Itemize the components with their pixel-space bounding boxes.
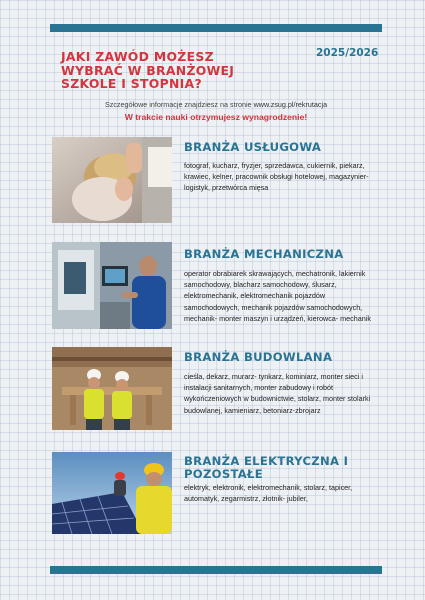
hairdresser-photo [52,137,172,223]
machine-operator-photo [52,242,172,329]
construction-workers-photo [52,347,172,430]
info-line [50,100,382,109]
branch-title-mechanical: BRANŻA MECHANICZNA [184,247,344,261]
branch-professions-services: fotograf, kucharz, fryzjer, sprzedawca, cukiernik, piekarz, krawiec, kelner, pracownik obsługi hotelowej, magazynier- logistyk, przetwórca mięsa [184,161,369,193]
bottom-decorative-bar [50,566,382,574]
branch-title-services: BRANŻA USŁUGOWA [184,140,322,154]
page-headline [61,50,301,91]
branch-professions-construction: cieśla, dekarz, murarz- tynkarz, kominiarz, monter sieci i instalacji sanitarnych, monter zabudowy i robót wykończeniowych w budownictwie, stolarz, monter stolarki budowlanej, kamieniarz, betoniarz-zbrojarz [184,372,371,415]
info-text: Szczegółowe informacje znajdziesz na stronie [104,100,254,109]
recruitment-link[interactable]: www.zsug.pl/rekrutacja [253,100,328,109]
branch-professions-electrical: elektryk, elektronik, elektromechanik, stolarz, tapicer, automatyk, zegarmistrz, złotnik- jubiler, [184,483,353,504]
top-decorative-bar [50,24,382,32]
solar-panel-installers-photo [52,452,172,534]
headline-line-1: JAKI ZAWÓD MOŻESZ [61,49,214,64]
branch-professions-mechanical: operator obrabiarek skrawających, mechatronik, lakiernik samochodowy, blacharz samochodowy, ślusarz, elektromechanik, elektromechanik pojazdów samochodowych, mechanik pojazdów samochodowych, mechanik- monter maszyn i urządzeń, kierowca- mechanik [184,269,371,323]
headline-line-2: WYBRAĆ W BRANŻOWEJ [61,62,235,78]
headline-line-3: SZKOLE I STOPNIA? [61,76,202,91]
branch-title-electrical: BRANŻA ELEKTRYCZNA I POZOSTAŁE [184,454,349,481]
school-year-label: 2025/2026 [316,47,379,59]
salary-note: W trakcie nauki otrzymujesz wynagrodzenie! [124,112,308,122]
branch-title-construction: BRANŻA BUDOWLANA [184,350,333,364]
